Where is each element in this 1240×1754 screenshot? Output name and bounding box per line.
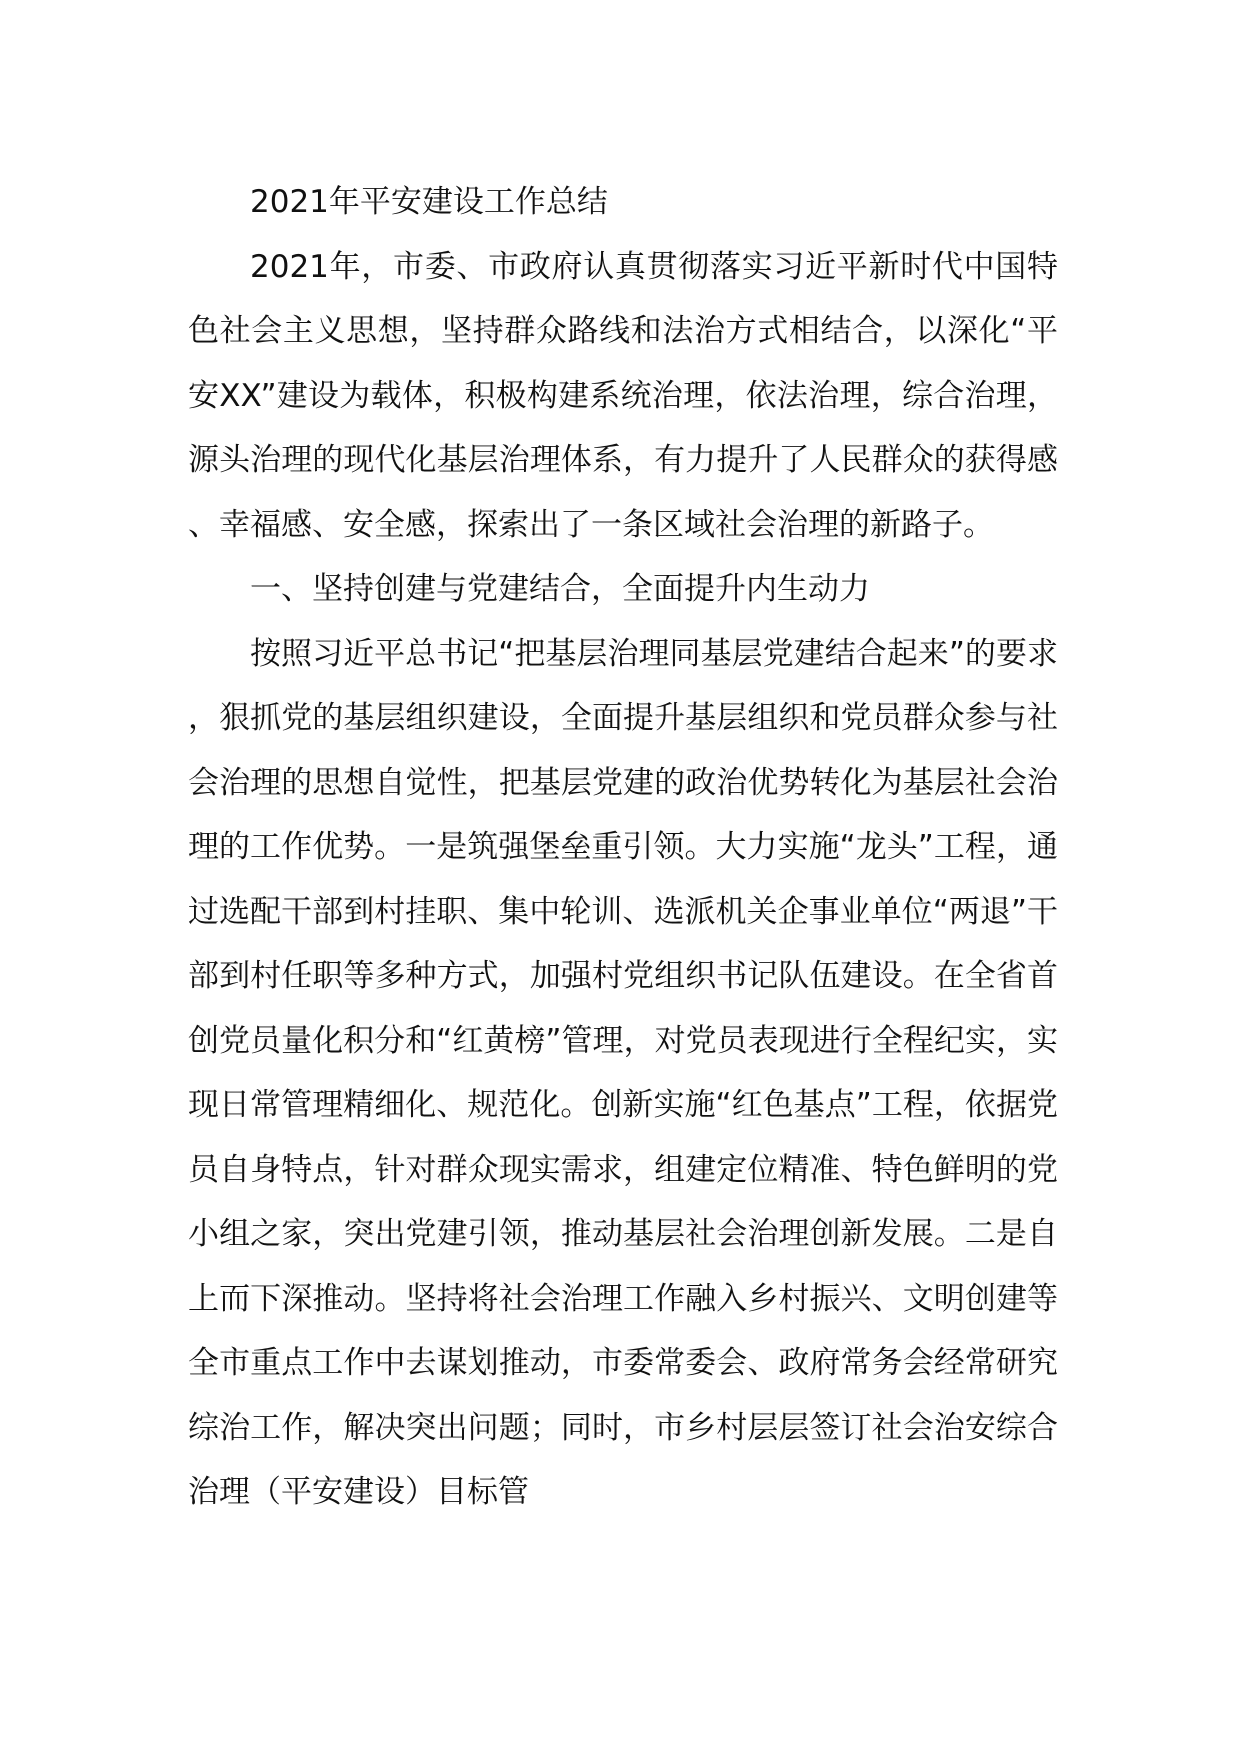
intro-paragraph: 2021年，市委、市政府认真贯彻落实习近平新时代中国特色社会主义思想，坚持群众路线和法治方式相结合，以深化“平安XX”建设为载体，积极构建系统治理，依法治理，综合治理，源头治理的现代化基层治理体系，有力提升了人民群众的获得感、幸福感、安全感，探索出了一条区域社会治理的新路子。: [188, 248, 1058, 543]
document-body: [188, 170, 1058, 1525]
body-paragraph: 按照习近平总书记“把基层治理同基层党建结合起来”的要求，狠抓党的基层组织建设，全面提升基层组织和党员群众参与社会治理的思想自觉性，把基层党建的政治优势转化为基层社会治理的工作优势。一是筑强堡垒重引领。大力实施“龙头”工程，通过选配干部到村挂职、集中轮训、选派机关企事业单位“两退”干部到村任职等多种方式，加强村党组织书记队伍建设。在全省首创党员量化积分和“红黄榜”管理，对党员表现进行全程纪实，实现日常管理精细化、规范化。创新实施“红色基点”工程，依据党员自身特点，针对群众现实需求，组建定位精准、特色鲜明的党小组之家，突出党建引领，推动基层社会治理创新发展。二是自上而下深推动。坚持将社会治理工作融入乡村振兴、文明创建等全市重点工作中去谋划推动，市委常委会、政府常务会经常研究综治工作，解决突出问题；同时，市乡村层层签订社会治安综合治理（平安建设）目标管: [188, 635, 1058, 1510]
section-heading: 一、坚持创建与党建结合，全面提升内生动力: [250, 571, 870, 607]
document-title: 2021年平安建设工作总结: [250, 184, 608, 220]
